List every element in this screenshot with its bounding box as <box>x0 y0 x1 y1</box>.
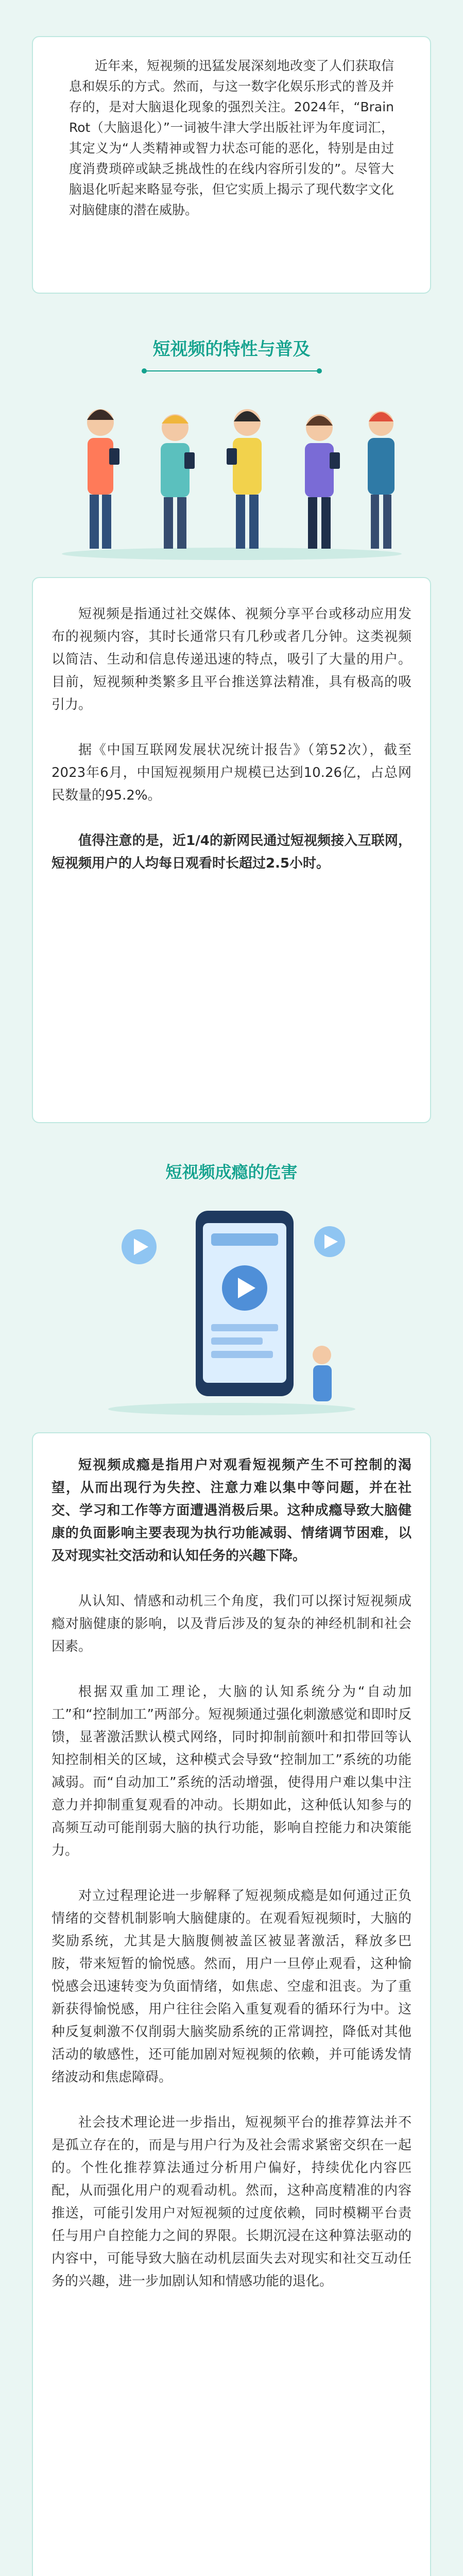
people-phones-icon <box>52 392 412 562</box>
section2-card <box>32 1432 431 2576</box>
section2-paragraph-2: 从认知、情感和动机三个角度，我们可以探讨短视频成瘾对脑健康的影响，以及背后涉及的复杂的神经机制和社会因素。 <box>52 1594 411 1654</box>
section1-title: 短视频的特性与普及 <box>152 339 311 360</box>
section1-paragraph-2: 据《中国互联网发展状况统计报告》（第52次），截至2023年6月，中国短视频用户规模已达到10.26亿，占总网民数量的95.2%。 <box>52 742 411 803</box>
section2-paragraph-3: 根据双重加工理论，大脑的认知系统分为“自动加工”和“控制加工”两部分。短视频通过强化刺激感觉和即时反馈，显著激活默认模式网络，同时抑制前额叶和扣带回等认知控制相关的区域，这种模式会导致“控制加工”系统的功能减弱。而“自动加工”系统的活动增强，使得用户难以集中注意力并抑制重复观看的冲动。长期如此，这种低认知参与的高频互动可能削弱大脑的执行功能，影响自控能力和决策能力。 <box>52 1684 411 1858</box>
section1-title-dots <box>139 367 324 374</box>
section2-paragraph-5: 社会技术理论进一步指出，短视频平台的推荐算法并不是孤立存在的，而是与用户行为及社会需求紧密交织在一起的。个性化推荐算法通过分析用户偏好，持续优化内容匹配，从而强化用户的观看动机。然而，这种高度精准的内容推送，可能引发用户对短视频的过度依赖，同时模糊平台责任与用户自控能力之间的界限。长期沉浸在这种算法驱动的内容中，可能导致大脑在动机层面失去对现实和社交互动任务的兴趣，进一步加剧认知和情感功能的退化。 <box>52 2115 411 2289</box>
intro-card <box>32 36 431 294</box>
phone-addiction-illustration <box>88 1200 376 1417</box>
section1-paragraph-3: 值得注意的是，近1/4的新网民通过短视频接入互联网，短视频用户的人均每日观看时长超过2.5小时。 <box>52 833 411 871</box>
title-underline-icon <box>139 367 324 375</box>
section1-card <box>32 577 431 1123</box>
phone-user-icon <box>88 1200 376 1417</box>
section2-paragraph-4: 对立过程理论进一步解释了短视频成瘾是如何通过正负情绪的交替机制影响大脑健康的。在观看短视频时，大脑的奖励系统，尤其是大脑腹侧被盖区被显著激活，释放多巴胺，带来短暂的愉悦感。然而，用户一旦停止观看，这种愉悦感会迅速转变为负面情绪，如焦虑、空虚和沮丧。为了重新获得愉悦感，用户往往会陷入重复观看的循环行为中。这种反复刺激不仅削弱大脑奖励系统的正常调控，降低对其他活动的敏感性，还可能加剧对短视频的依赖，并可能诱发情绪波动和焦虑障碍。 <box>52 1888 411 2085</box>
section1-paragraph-1: 短视频是指通过社交媒体、视频分享平台或移动应用发布的视频内容，其时长通常只有几秒或者几分钟。这类视频以简洁、生动和信息传递迅速的特点，吸引了大量的用户。目前，短视频种类繁多且平台推送算法精准，具有极高的吸引力。 <box>52 606 411 713</box>
section2-title: 短视频成瘾的危害 <box>165 1162 298 1182</box>
section2-paragraph-1: 短视频成瘾是指用户对观看短视频产生不可控制的渴望，从而出现行为失控、注意力难以集中等问题，并在社交、学习和工作等方面遭遇消极后果。这种成瘾导致大脑健康的负面影响主要表现为执行功能减弱、情绪调节困难，以及对现实社交活动和认知任务的兴趣下降。 <box>52 1458 411 1564</box>
intro-paragraph: 近年来，短视频的迅猛发展深刻地改变了人们获取信息和娱乐的方式。然而，与这一数字化娱乐形式的普及并存的，是对大脑退化现象的强烈关注。2024年，“Brain Rot（大脑退化）”一词被牛津大学出版社评为年度词汇，其定义为“人类精神或智力状态可能的恶化，特别是由过度消费琐碎或缺乏挑战性的在线内容所引发的”。尽管大脑退化听起来略显夸张，但它实质上揭示了现代数字文化对脑健康的潜在威胁。 <box>69 58 394 217</box>
people-with-phones-illustration <box>52 392 412 562</box>
